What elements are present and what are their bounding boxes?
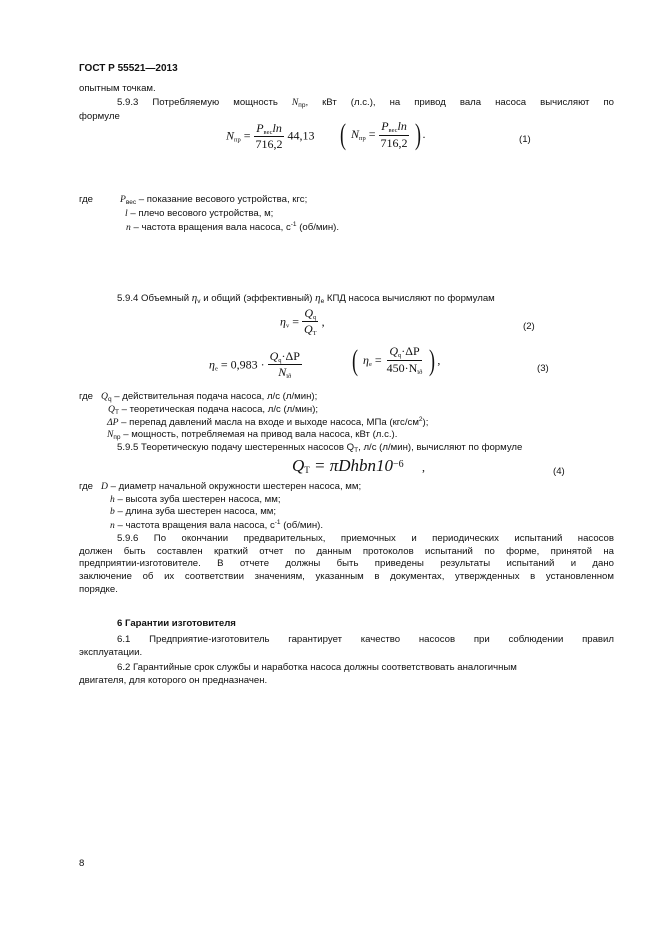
- def-n-2: n – частота вращения вала насоса, $с^{-1}$ (об/мин).: [110, 519, 324, 531]
- section-5-9-5: 5.9.5 Теоретическую подачу шестеренных насосов $Q_T$, л/с (л/мин), вычисляют по формуле: [117, 442, 523, 454]
- equation-3: $\eta_e = 0,983$ · $\frac{Q_q\cdot\Delta P}{N_{ïð}}$: [209, 349, 300, 381]
- def-l: l – плечо весового устройства, м;: [125, 208, 274, 219]
- section-5-9-6-line4: заключение об их соответствии значениям, указанным в документах, утвержденных в установленном: [79, 571, 614, 582]
- where-label-1: где: [79, 194, 94, 205]
- equation-2: $\eta_v$ = $\frac{Q_q}{Q_T}$ ,: [280, 306, 325, 338]
- def-np: $N_{пр}$ – мощность, потребляемая на привод вала насоса, кВт (л.с.).: [107, 429, 398, 441]
- paragraph-continuation: опытным точкам.: [79, 83, 156, 94]
- document-header: ГОСТ Р 55521—2013: [79, 63, 178, 74]
- equation-2-number: (2): [523, 321, 535, 332]
- section-5-9-6-line5: порядке.: [79, 584, 118, 595]
- section-5-9-3-line1: 5.9.3 Потребляемую мощность $N_{пр}$, кВт (л.с.), на привод вала насоса вычисляют по: [117, 97, 614, 109]
- def-b: b – длина зуба шестерен насоса, мм;: [110, 506, 277, 517]
- section-6-1-line1: 6.1 Предприятие-изготовитель гарантирует качество насосов при соблюдении правил: [117, 634, 614, 645]
- def-qt: $Q_T$ – теоретическая подача насоса, л/с (л/мин);: [108, 404, 319, 416]
- equation-1: $N_{пр}$ = $\frac{P_{вес}\ln}{716,2}$ 44,13: [226, 121, 315, 152]
- section-6-heading: 6 Гарантии изготовителя: [117, 618, 236, 629]
- equation-4-number: (4): [553, 466, 565, 477]
- def-n: n – частота вращения вала насоса, $с^{-1}$ (об/мин).: [126, 221, 340, 233]
- equation-1-alt: ( $N_{пр}$ = $\frac{P_{вес}\ln}{716,2}$ ) .: [340, 118, 426, 151]
- equation-3-number: (3): [537, 363, 549, 374]
- section-6-1-line2: эксплуатации.: [79, 647, 143, 658]
- section-5-9-4: 5.9.4 Объемный $\eta_v$ и общий (эффективный) $\eta_e$ КПД насоса вычисляют по формулам: [117, 292, 495, 305]
- def-d: D – диаметр начальной окружности шестерен насоса, мм;: [101, 481, 362, 492]
- def-h: h – высота зуба шестерен насоса, мм;: [110, 494, 281, 505]
- section-5-9-6-line1: 5.9.6 По окончании предварительных, приемочных и периодических испытаний насосов: [117, 533, 614, 544]
- def-q: $Q_q$ – действительная подача насоса, л/с (л/мин);: [101, 391, 318, 403]
- section-6-2-line1: 6.2 Гарантийные срок службы и наработка насоса должны соответствовать аналогичным: [117, 662, 517, 673]
- equation-1-number: (1): [519, 134, 531, 145]
- equation-3-alt: ( $\eta_e$ = $\frac{Q_q\cdot\Delta P}{450\cdot N_{ïð}}$ ) ,: [352, 344, 441, 377]
- def-p-ves: $P_{вес}$ – показание весового устройства, кгс;: [120, 194, 308, 206]
- section-5-9-3-line2: формуле: [79, 111, 120, 122]
- def-dp: ΔP – перепад давлений масла на входе и выходе насоса, МПа $(кгс/см^2)$;: [107, 416, 429, 428]
- page-number: 8: [79, 858, 85, 869]
- section-5-9-6-line3: предприятии-изготовителе. В отчете должны быть приведены результаты испытаний и дано: [79, 558, 614, 569]
- where-label-3: где: [79, 481, 94, 492]
- where-label-2: где: [79, 391, 94, 402]
- section-6-2-line2: двигателя, для которого он предназначен.: [79, 675, 268, 686]
- equation-4: $Q_T$ = $\pi Dhbn10^{-6}$ ,: [292, 456, 425, 475]
- n-symbol: N: [291, 97, 299, 108]
- section-5-9-6-line2: должен быть составлен краткий отчет по данным протоколов испытаний по форме, принятой на: [79, 546, 614, 557]
